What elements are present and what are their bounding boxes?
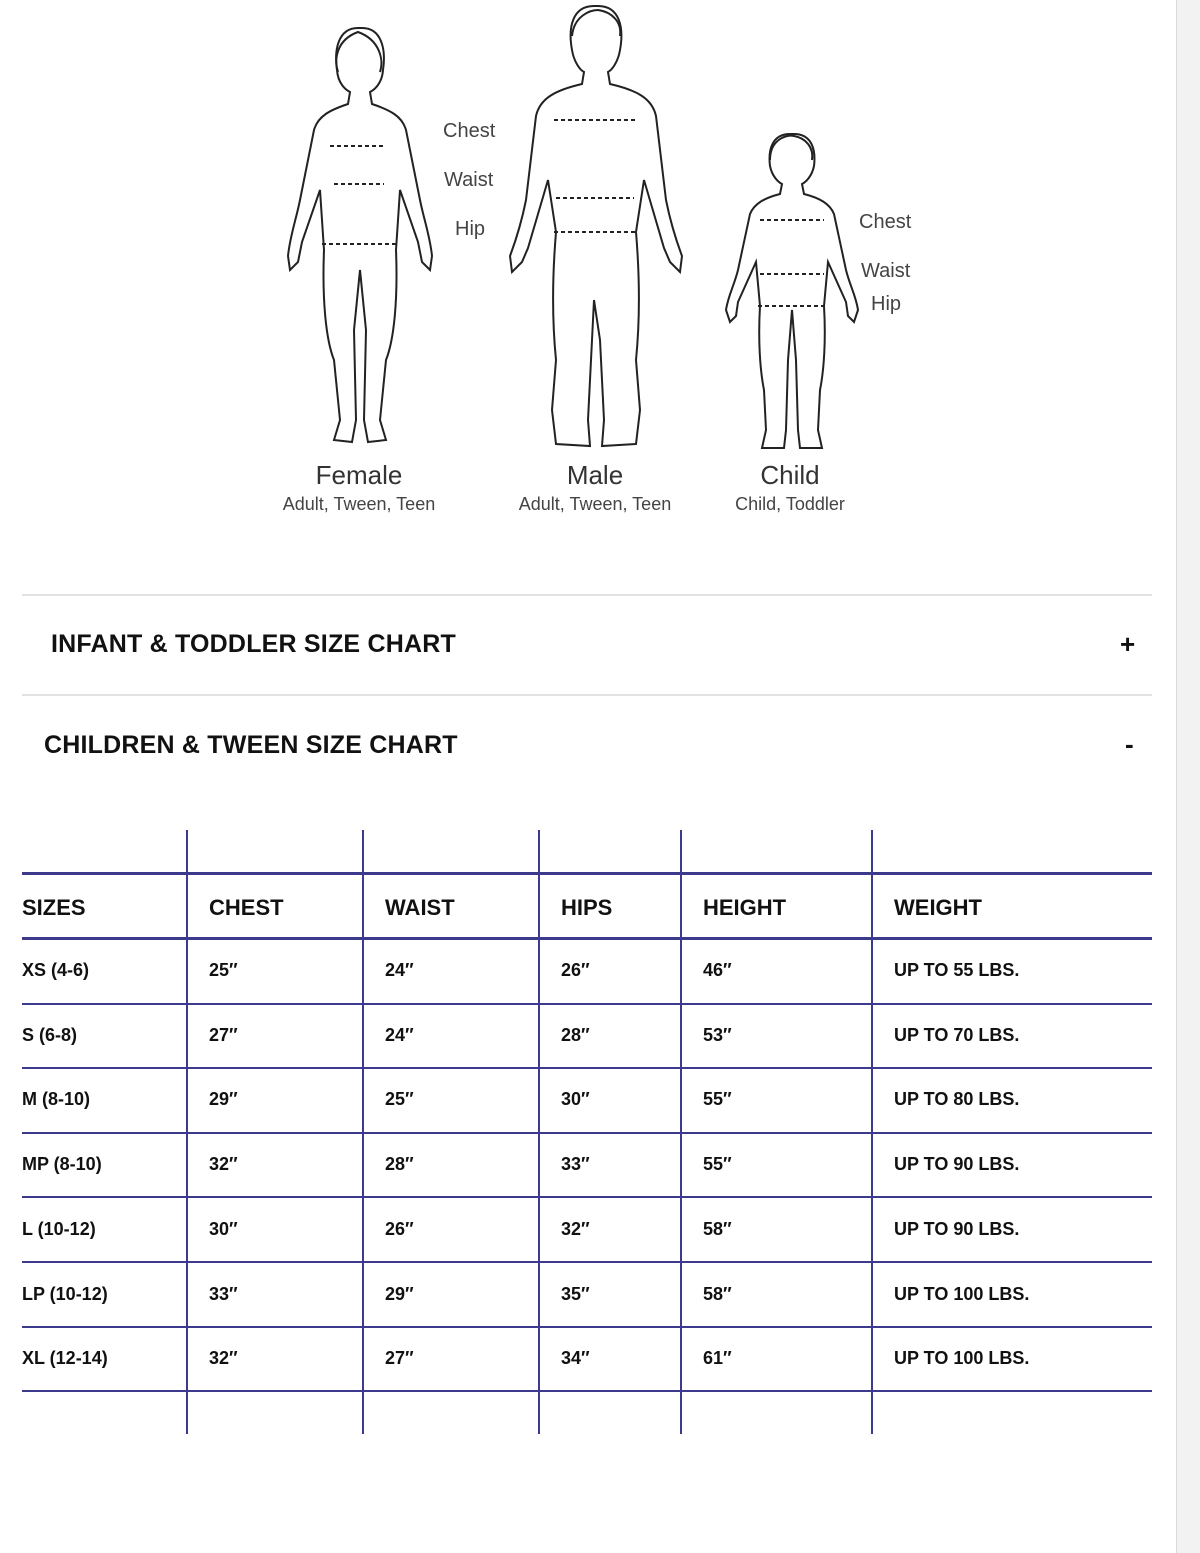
accordion-title: INFANT & TODDLER SIZE CHART <box>51 630 456 658</box>
cell-size: MP (8-10) <box>22 1154 102 1174</box>
row-divider <box>22 1261 1152 1263</box>
cell-weight: UP TO 90 LBS. <box>894 1154 1020 1174</box>
cell-size: L (10-12) <box>22 1219 96 1239</box>
row-divider <box>22 937 1152 940</box>
cell-waist: 25″ <box>385 1089 414 1109</box>
cell-waist: 27″ <box>385 1348 414 1368</box>
cell-chest: 29″ <box>209 1089 238 1109</box>
cell-chest: 32″ <box>209 1154 238 1174</box>
accordion-children-tween[interactable] <box>22 696 1152 792</box>
cell-weight: UP TO 100 LBS. <box>894 1284 1030 1304</box>
cell-size: S (6-8) <box>22 1025 78 1045</box>
cell-weight: UP TO 80 LBS. <box>894 1089 1020 1109</box>
female-chest-label: Chest <box>443 120 496 142</box>
header-weight: WEIGHT <box>894 895 982 920</box>
cell-hips: 30″ <box>561 1089 590 1109</box>
child-waist-label: Waist <box>861 260 911 282</box>
child-figure-icon <box>726 134 858 448</box>
cell-height: 58″ <box>703 1219 732 1239</box>
cell-weight: UP TO 55 LBS. <box>894 960 1020 980</box>
scrollbar[interactable] <box>1176 0 1200 1553</box>
row-divider <box>22 1003 1152 1005</box>
cell-height: 46″ <box>703 960 732 980</box>
cell-size: M (8-10) <box>22 1089 91 1109</box>
cell-weight: UP TO 70 LBS. <box>894 1025 1020 1045</box>
cell-weight: UP TO 90 LBS. <box>894 1219 1020 1239</box>
header-chest: CHEST <box>209 895 284 920</box>
cell-height: 53″ <box>703 1025 732 1045</box>
cell-chest: 33″ <box>209 1284 238 1304</box>
accordion-title: CHILDREN & TWEEN SIZE CHART <box>44 731 458 759</box>
cell-hips: 28″ <box>561 1025 590 1045</box>
cell-waist: 29″ <box>385 1284 414 1304</box>
row-divider <box>22 872 1152 875</box>
cell-height: 55″ <box>703 1089 732 1109</box>
cell-hips: 33″ <box>561 1154 590 1174</box>
cell-hips: 26″ <box>561 960 590 980</box>
row-divider <box>22 1196 1152 1198</box>
child-caption: Child <box>760 460 820 490</box>
cell-hips: 32″ <box>561 1219 590 1239</box>
cell-chest: 30″ <box>209 1219 238 1239</box>
cell-height: 61″ <box>703 1348 732 1368</box>
header-waist: WAIST <box>385 895 455 920</box>
accordion-infant-toddler[interactable] <box>22 596 1152 694</box>
expand-icon[interactable]: + <box>1120 629 1136 659</box>
cell-height: 55″ <box>703 1154 732 1174</box>
cell-chest: 27″ <box>209 1025 238 1045</box>
child-chest-label: Chest <box>859 211 912 233</box>
row-divider <box>22 1390 1152 1392</box>
body-measurement-illustration <box>0 0 1170 460</box>
header-height: HEIGHT <box>703 895 787 920</box>
male-subcaption: Adult, Tween, Teen <box>518 494 672 514</box>
female-figure-icon <box>288 28 432 442</box>
male-caption: Male <box>566 460 624 490</box>
female-hip-label: Hip <box>455 218 486 240</box>
cell-waist: 28″ <box>385 1154 414 1174</box>
male-figure-icon <box>510 6 682 446</box>
row-divider <box>22 1132 1152 1134</box>
row-divider <box>22 1067 1152 1069</box>
child-hip-label: Hip <box>871 293 902 315</box>
cell-weight: UP TO 100 LBS. <box>894 1348 1030 1368</box>
cell-waist: 24″ <box>385 1025 414 1045</box>
row-divider <box>22 1326 1152 1328</box>
female-caption: Female <box>315 460 403 490</box>
cell-chest: 25″ <box>209 960 238 980</box>
cell-size: XS (4-6) <box>22 960 90 980</box>
cell-size: LP (10-12) <box>22 1284 108 1304</box>
collapse-icon[interactable]: - <box>1125 729 1134 759</box>
cell-chest: 32″ <box>209 1348 238 1368</box>
header-sizes: SIZES <box>22 895 86 920</box>
female-waist-label: Waist <box>444 169 494 191</box>
header-hips: HIPS <box>561 895 613 920</box>
cell-height: 58″ <box>703 1284 732 1304</box>
cell-hips: 35″ <box>561 1284 590 1304</box>
cell-waist: 26″ <box>385 1219 414 1239</box>
female-subcaption: Adult, Tween, Teen <box>282 494 436 514</box>
cell-size: XL (12-14) <box>22 1348 108 1368</box>
child-subcaption: Child, Toddler <box>735 494 845 514</box>
cell-waist: 24″ <box>385 960 414 980</box>
cell-hips: 34″ <box>561 1348 590 1368</box>
